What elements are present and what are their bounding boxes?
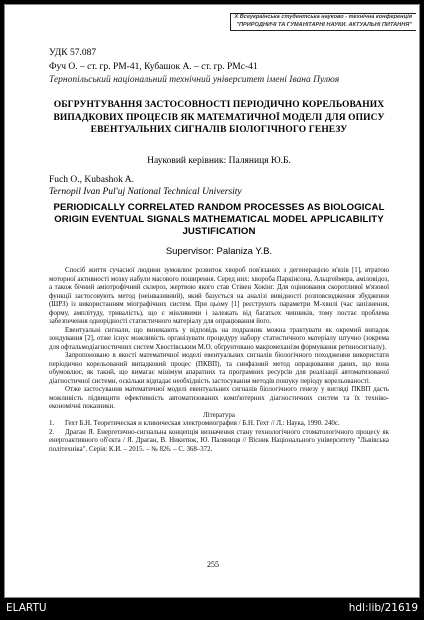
conference-header-line2: "ПРИРОДНИЧІ ТА ГУМАНІТАРНІ НАУКИ. АКТУАЛЬНІ ПИТАННЯ" xyxy=(236,21,412,28)
institution-en: Ternopil Ivan Pul'uj National Technical University xyxy=(49,187,242,197)
title-ua: ОБГРУНТУВАННЯ ЗАСТОСОВНОСТІ ПЕРІОДИЧНО КОРЕЛЬОВАНИХ ВИПАДКОВИХ ПРОЦЕСІВ ЯК МАТЕМАТИЧНОЇ МОДЕЛІ ДЛЯ ОПИСУ ЕВЕНТУАЛЬНИХ СИГНАЛІВ БІОЛОГІЧНОГО ГЕНЕЗУ xyxy=(53,100,385,135)
reference-item xyxy=(49,429,389,455)
authors-ua: Фуч О. – ст. гр. РМ-41, Кубашок А. – ст. гр. РМс-41 xyxy=(49,62,258,72)
literature-heading: Література xyxy=(203,411,235,419)
reference-text: Драган Я. Енергетично-сигнальна концепція визначення стану технологічного стоматологічного процесу як енергоактивного об'єкта / Я. Драган, В. Никитюк, Ю. Паляниця // Вісник Національного університету "Львівська політехніка". Серія: К.И. – 2015. – № 826. – С. 368–372. xyxy=(49,428,389,453)
paragraph: Спосіб життя сучасної людини зумовлює розвиток хвороб пов'язаних з дегенерацією м'язів [1], втратою моторної активності мозку набули масового поширення. Серед них: хвороба Паркінсона, Альцгеймера, аміловідоз, а також бічний аміотрофічний склероз, жертвою якого став Стівен Хокінг. Для оцінювання скоротливої м'язової функції застосовують метод (неінвазивний), який базується на аналізі вивідності розповсюдження збудження (ШРЗ) із використанням міографічних систем. При цьому [1] реєструють параметри М-хвилі (час запізнення, форму, амплітуду, тривалість), що є мінливими і залежать від багатьох чинників, тому постає проблема забезпечення однорідності статистичного матеріалу для опрацювання його. xyxy=(49,267,389,325)
udc-code: УДК 57.087 xyxy=(49,48,97,58)
authors-en: Fuch O., Kubashok A. xyxy=(49,175,134,185)
paragraph: Отже застосування математичної моделі евентуальних сигналів біологічного генезу у вигляді ПКВП дасть можливість підвищити ефективність автоматизованих комп'ютерних діагностичних систем та їх техніко-економічні показники. xyxy=(49,386,389,410)
paragraph: Запропоновано в якості математичної моделі евентуальних сигналів біологічного походження використати періодично корельований випадковий процес (ПКВП), та синфазний метод опрацювання даних, що вона обумовлює, як такий, що вимагає мінімум апаратних та програмних ресурсів для реалізації автоматизованої діагностичної системи, оскільки відпадає необхідність застосування методів пошуку періоду корельованості. xyxy=(49,352,389,385)
document-page xyxy=(4,4,420,598)
institution-ua: Тернопільський національний технічний університет імені Івана Пулюя xyxy=(49,75,340,85)
repository-footer xyxy=(0,598,424,620)
supervisor-en: Supervisor: Palaniza Y.B. xyxy=(165,246,273,257)
reference-text: Гехт Б.Н. Теоретическая и клиническая электромиография / Б.Н. Гехт // Л.: Наука, 1990. 240с. xyxy=(65,420,340,427)
reference-number: 1. xyxy=(49,420,55,427)
reference-item xyxy=(49,420,389,429)
paragraph: Евентуальні сигнали, що виникають у відповідь на подразник можна трактувати як окремий випадок зондування [2], отже існує можливість організувати процедуру набору статистичного матеріалу штучно (зокрема для офтальмодіагностичних систем Хвостівським М.О. обґрунтовано макромеханізм формування ретиносигналу). xyxy=(49,326,389,351)
page-number: 255 xyxy=(207,560,219,569)
conference-header-line1: X Всеукраїнська студентська науково - технічна конференція xyxy=(234,14,412,20)
handle-id: hdl:lib/21619 xyxy=(348,602,418,614)
supervisor-ua: Науковий керівник: Паляниця Ю.Б. xyxy=(147,156,291,166)
reference-number: 2. xyxy=(49,428,55,436)
title-en: PERIODICALLY CORRELATED RANDOM PROCESSES AS BIOLOGICAL ORIGIN EVENTUAL SIGNALS MATHEMATICAL MODEL APPLICABILITY JUSTIFICATION xyxy=(53,202,385,237)
article-body xyxy=(49,267,389,454)
repository-name: ELARTU xyxy=(6,602,47,614)
conference-header xyxy=(230,13,416,31)
